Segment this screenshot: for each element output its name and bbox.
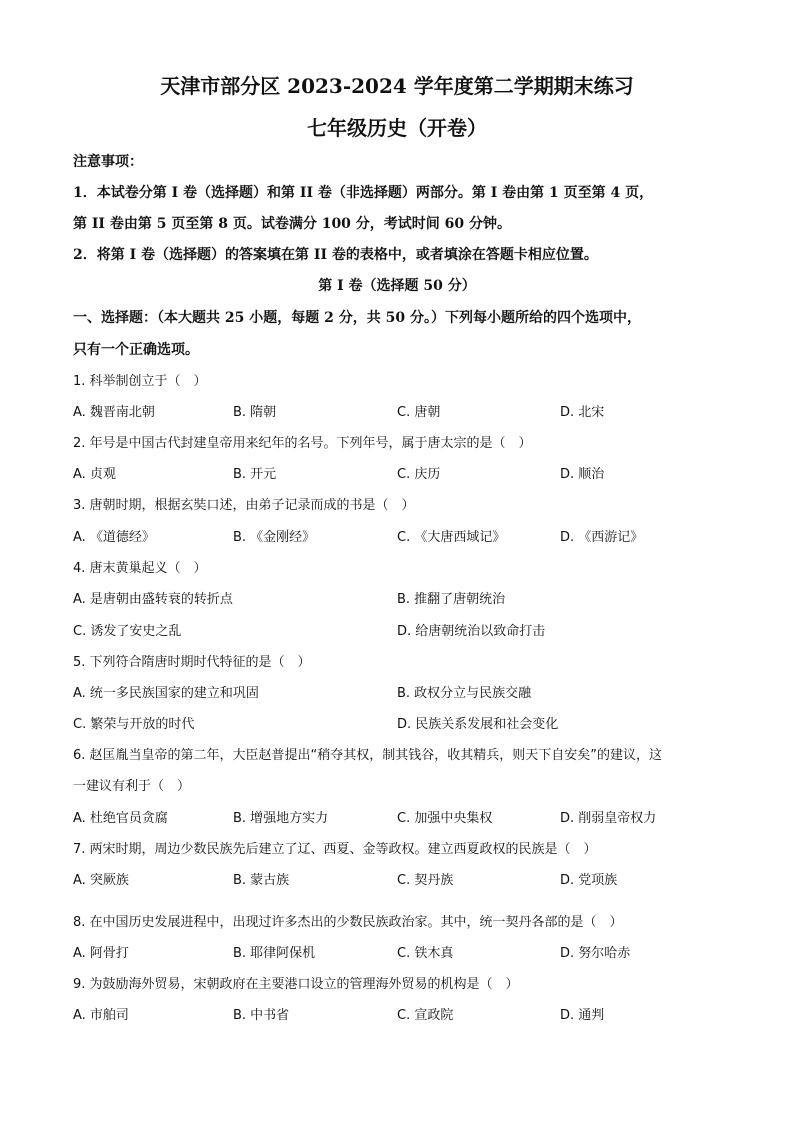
question-stem: 2. 年号是中国古代封建皇帝用来纪年的名号。下列年号，属于唐太宗的是（ ） [73,436,532,451]
option-d: D. 给唐朝统治以致命打击 [397,624,546,639]
question-stem: 8. 在中国历史发展进程中，出现过许多杰出的少数民族政治家。其中，统一契丹各部的是（ ） [73,915,623,930]
option-c: C. 唐朝 [397,405,441,420]
option-c: C. 宣政院 [397,1008,454,1023]
question-stem-continued: 一建议有利于（ ） [73,779,191,794]
option-a: A. 是唐朝由盛转衰的转折点 [73,592,233,607]
question-stem: 6. 赵匡胤当皇帝的第二年，大臣赵普提出“稍夺其权，制其钱谷，收其精兵，则天下自安矣”的建议，这 [73,748,663,763]
option-a: A. 统一多民族国家的建立和巩固 [73,686,259,701]
option-c: C. 庆历 [397,467,441,482]
option-a: A. 魏晋南北朝 [73,405,155,420]
section-instruction-2: 只有一个正确选项。 [73,342,199,358]
section-instruction-1: 一、选择题：（本大题共 25 小题，每题 2 分，共 50 分。）下列每小题所给的四个选项中， [73,310,641,326]
question-stem: 4. 唐末黄巢起义（ ） [73,561,207,576]
option-b: B. 推翻了唐朝统治 [397,592,506,607]
option-d: D. 《西游记》 [560,530,644,545]
option-d: D. 削弱皇帝权力 [560,811,657,826]
option-d: D. 党项族 [560,873,618,888]
volume-title: 第 I 卷（选择题 50 分） [318,278,476,294]
option-b: B. 开元 [233,467,277,482]
question-stem: 7. 两宋时期，周边少数民族先后建立了辽、西夏、金等政权。建立西夏政权的民族是（ ） [73,842,597,857]
question-stem: 3. 唐朝时期，根据玄奘口述，由弟子记录而成的书是（ ） [73,498,415,513]
notes-line-3: 2．将第 I 卷（选择题）的答案填在第 II 卷的表格中，或者填涂在答题卡相应位置。 [73,247,598,263]
notes-heading: 注意事项： [73,154,143,170]
option-a: A. 市舶司 [73,1008,129,1023]
option-b: B. 政权分立与民族交融 [397,686,532,701]
option-b: B. 蒙古族 [233,873,290,888]
notes-line-1: 1．本试卷分第 I 卷（选择题）和第 II 卷（非选择题）两部分。第 I 卷由第 1 页至第 4 页， [73,185,654,201]
option-c: C. 加强中央集权 [397,811,493,826]
option-d: D. 通判 [560,1008,605,1023]
option-a: A. 阿骨打 [73,946,129,961]
option-c: C. 《大唐西域记》 [397,530,506,545]
exam-title: 天津市部分区 2023-2024 学年度第二学期期末练习 [160,74,634,98]
option-b: B. 增强地方实力 [233,811,329,826]
option-a: A. 贞观 [73,467,116,482]
option-b: B. 隋朝 [233,405,277,420]
option-a: A. 突厥族 [73,873,129,888]
option-b: B. 耶律阿保机 [233,946,316,961]
question-stem: 5. 下列符合隋唐时期时代特征的是（ ） [73,655,311,670]
option-d: D. 北宋 [560,405,605,420]
option-c: C. 铁木真 [397,946,454,961]
option-a: A. 杜绝官员贪腐 [73,811,168,826]
question-stem: 9. 为鼓励海外贸易，宋朝政府在主要港口设立的管理海外贸易的机构是（ ） [73,977,519,992]
option-c: C. 诱发了安史之乱 [73,624,182,639]
option-c: C. 繁荣与开放的时代 [73,717,195,732]
option-a: A. 《道德经》 [73,530,155,545]
option-d: D. 努尔哈赤 [560,946,631,961]
option-b: B. 《金刚经》 [233,530,316,545]
notes-line-2: 第 II 卷由第 5 页至第 8 页。试卷满分 100 分，考试时间 60 分钟。 [73,216,512,232]
option-b: B. 中书省 [233,1008,290,1023]
question-stem: 1. 科举制创立于（ ） [73,374,207,389]
option-c: C. 契丹族 [397,873,454,888]
option-d: D. 顺治 [560,467,605,482]
option-d: D. 民族关系发展和社会变化 [397,717,559,732]
exam-subtitle: 七年级历史（开卷） [307,116,487,140]
